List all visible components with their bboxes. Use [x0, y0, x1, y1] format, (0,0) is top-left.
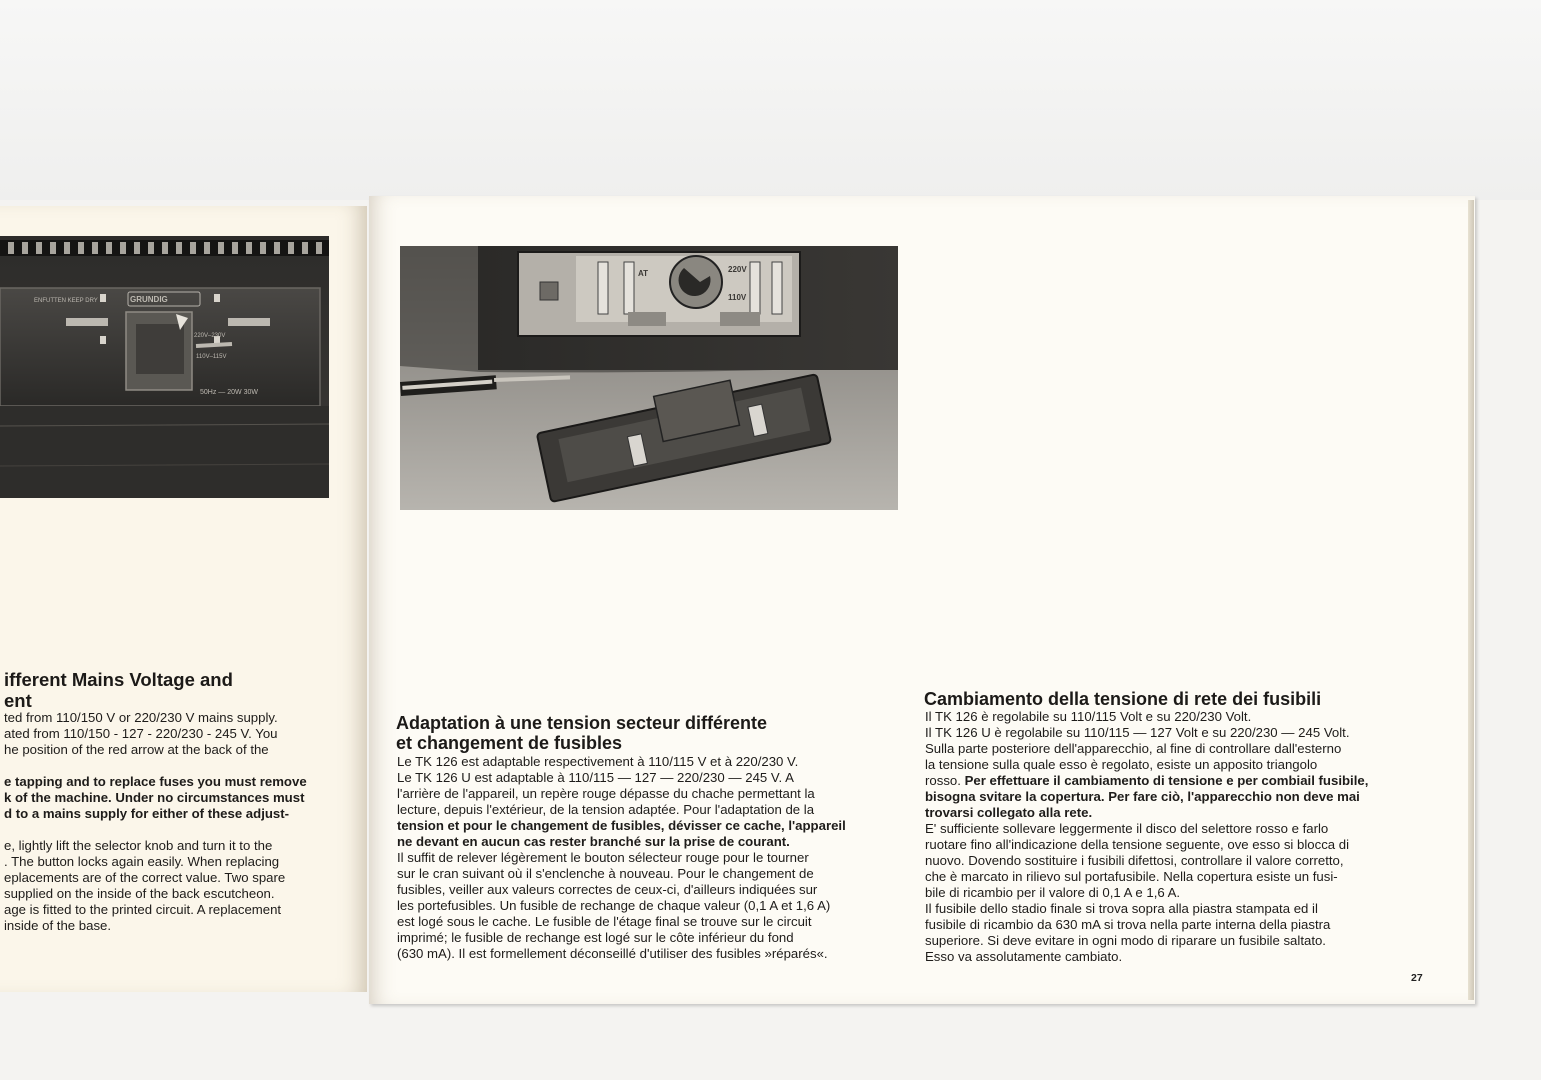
left-body-text	[4, 710, 330, 934]
text-line: e, lightly lift the selector knob and turn it to the	[4, 838, 273, 853]
french-heading-line: Adaptation à une tension secteur différente	[396, 713, 768, 733]
photo-label-220v: 220V	[728, 265, 747, 274]
text-line: superiore. Si deve evitare in ogni modo di riparare un fusibile saltato.	[925, 933, 1326, 948]
text-line: supplied on the inside of the back escutcheon.	[4, 886, 275, 901]
right-photo-fuse-holder	[400, 246, 898, 510]
text-line: he position of the red arrow at the back of the	[4, 742, 269, 757]
text-line: (630 mA). Il est formellement déconseillé d'utiliser des fusibles »réparés«.	[397, 946, 828, 961]
text-line: imprimé; le fusible de rechange est logé sur le côte inférieur du fond	[397, 930, 794, 945]
left-paragraph	[4, 774, 330, 822]
text-line: e tapping and to replace fuses you must remove	[4, 774, 307, 789]
text-line: eplacements are of the correct value. Two spare	[4, 870, 286, 885]
text-line: lecture, depuis l'extérieur, de la tension adaptée. Pour l'adaptation de la	[397, 802, 815, 817]
text-line: ated from 110/150 - 127 - 220/230 - 245 V. You	[4, 726, 278, 741]
text-line: inside of the base.	[4, 918, 112, 933]
text-line: fusibles, veiller aux valeurs correctes de ceux-ci, d'ailleurs indiquées sur	[397, 882, 818, 897]
text-line: tension et pour le changement de fusibles, dévisser ce cache, l'appareil	[397, 818, 846, 833]
left-heading-line: ent	[4, 689, 32, 711]
photo-label-110v: 110V	[728, 293, 747, 302]
text-line: d to a mains supply for either of these adjust-	[4, 806, 290, 821]
text-line: ne devant en aucun cas rester branché sur la prise de courant.	[397, 834, 790, 849]
italian-heading: Cambiamento della tensione di rete dei fusibili	[924, 689, 1322, 709]
text-line: Il suffit de relever légèrement le bouton sélecteur rouge pour le tourner	[397, 850, 809, 865]
text-line: Il fusibile dello stadio finale si trova sopra alla piastra stampata ed il	[925, 901, 1318, 916]
text-line: che è marcato in rilievo sul portafusibile. Nella copertura esiste un fusi-	[925, 869, 1338, 884]
text-line: les portefusibles. Un fusible de rechange de chaque valeur (0,1 A et 1,6 A)	[397, 898, 831, 913]
italian-body-text	[925, 709, 1430, 965]
text-line: Esso va assolutamente cambiato.	[925, 949, 1123, 964]
text-line: ted from 110/150 V or 220/230 V mains supply.	[4, 710, 278, 725]
text-line: ruotare fino all'indicazione della tensione seguente, ove esso si blocca di	[925, 837, 1350, 852]
left-heading	[4, 670, 233, 711]
text-line: est logé sous le cache. Le fusible de l'étage final se trouve sur le circuit	[397, 914, 812, 929]
text-line: Le TK 126 est adaptable respectivement à 110/115 V et à 220/230 V.	[397, 754, 799, 769]
text-line: E' sufficiente sollevare leggermente il disco del selettore rosso e farlo	[925, 821, 1329, 836]
french-heading-line: et changement de fusibles	[396, 733, 623, 754]
text-line: . The button locks again easily. When replacing	[4, 854, 280, 869]
left-heading-line: ifferent Mains Voltage and	[4, 669, 233, 690]
photo-label-brand: GRUNDIG	[130, 295, 168, 304]
text-line: trovarsi collegato alla rete.	[925, 805, 1093, 820]
text-segment: Per effettuare il cambiamento di tensione e per combiail fusibile,	[964, 773, 1369, 788]
text-segment: rosso.	[925, 773, 965, 788]
photo-label-at: AT	[638, 269, 649, 278]
scan-background	[0, 0, 1541, 200]
text-line: Il TK 126 è regolabile su 110/115 Volt e su 220/230 Volt.	[925, 709, 1252, 724]
left-paragraph	[4, 710, 330, 758]
text-line: Le TK 126 U est adaptable à 110/115 — 127 — 220/230 — 245 V. A	[397, 770, 794, 785]
text-line	[925, 773, 1430, 789]
text-line: la tensione sulla quale esso è regolato, esiste un apposito triangolo	[925, 757, 1318, 772]
text-line: fusibile di ricambio da 630 mA si trova nella parte interna della piastra	[925, 917, 1331, 932]
text-line: sur le cran suivant où il s'enclenche à nouveau. Pour le changement de	[397, 866, 814, 881]
french-body-text	[397, 754, 902, 962]
photo-label-top-left: ENFUTTEN KEEP DRY	[34, 298, 98, 304]
text-line: Il TK 126 U è regolabile su 110/115 — 127 Volt e su 220/230 — 245 Volt.	[925, 725, 1350, 740]
text-line: nuovo. Dovendo sostituire i fusibili difettosi, controllare il valore corretto,	[925, 853, 1344, 868]
page-number: 27	[1411, 972, 1423, 984]
page-edge	[1468, 200, 1474, 1000]
photo-label-rating: 50Hz — 20W 30W	[200, 389, 258, 396]
text-line: k of the machine. Under no circumstances must	[4, 790, 305, 805]
text-line: bisogna svitare la copertura. Per fare ciò, l'apparecchio non deve mai	[925, 789, 1360, 804]
photo-label-voltage-2: 110V–115V	[196, 354, 227, 360]
left-paragraph	[4, 838, 330, 934]
text-line: Sulla parte posteriore dell'apparecchio, al fine di controllare dall'esterno	[925, 741, 1342, 756]
left-photo-back-panel	[0, 236, 329, 498]
text-line: age is fitted to the printed circuit. A replacement	[4, 902, 282, 917]
text-line: bile di ricambio per il valore di 0,1 A e 1,6 A.	[925, 885, 1181, 900]
text-line: l'arrière de l'appareil, un repère rouge dépasse du chache permettant la	[397, 786, 815, 801]
photo-label-voltage-1: 220V–230V	[194, 333, 226, 339]
french-heading	[396, 713, 767, 753]
